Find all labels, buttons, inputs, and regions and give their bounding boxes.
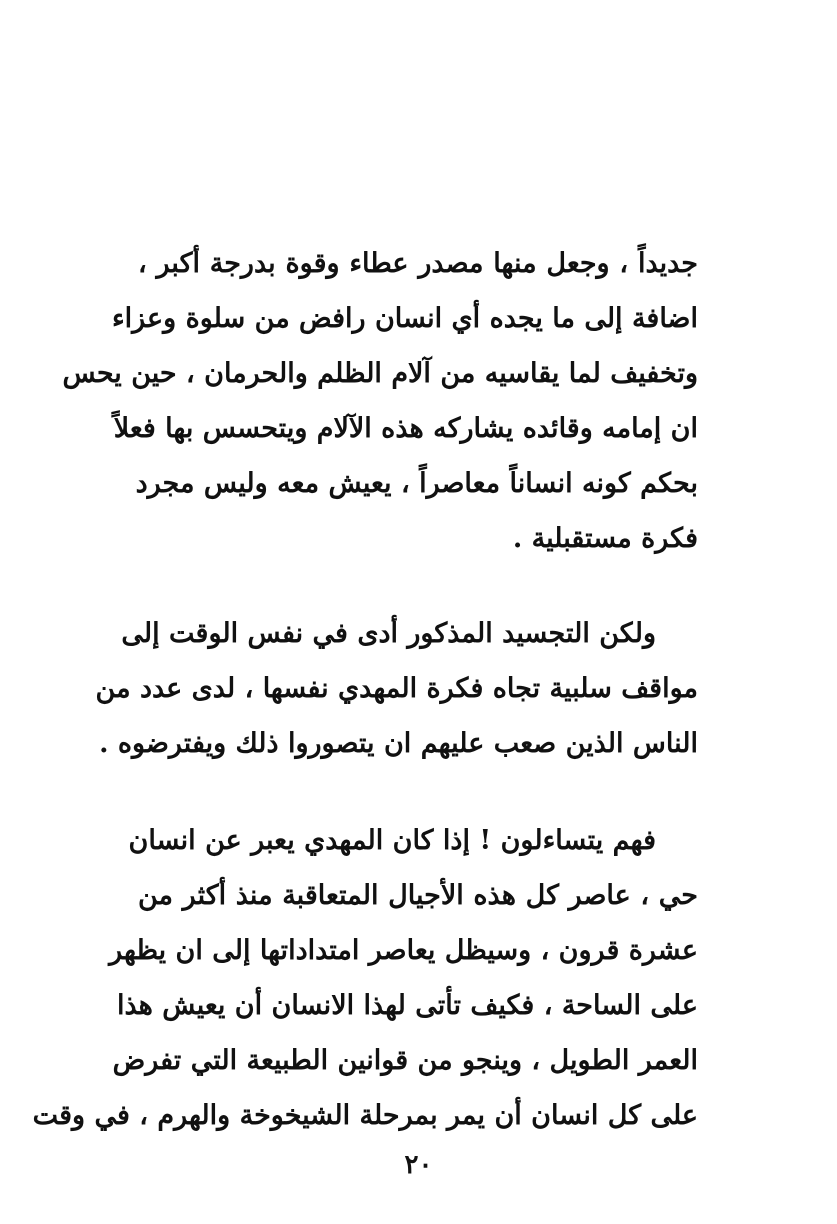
text-line: العمر الطويل ، وينجو من قوانين الطبيعة التي تفرض xyxy=(112,1045,698,1076)
text-line: حي ، عاصر كل هذه الأجيال المتعاقبة منذ أكثر من xyxy=(138,880,698,911)
text-line: جديداً ، وجعل منها مصدر عطاء وقوة بدرجة أكبر ، xyxy=(138,248,698,279)
page-number: ٢٠ xyxy=(404,1150,433,1180)
text-line: وتخفيف لما يقاسيه من آلام الظلم والحرمان ، حين يحس xyxy=(62,358,698,389)
text-line: اضافة إلى ما يجده أي انسان رافض من سلوة وعزاء xyxy=(111,303,698,334)
text-line: ان إمامه وقائده يشاركه هذه الآلام ويتحسس بها فعلاً xyxy=(113,413,698,444)
text-line: ولكن التجسيد المذكور أدى في نفس الوقت إلى xyxy=(121,618,656,649)
paragraph-2 xyxy=(95,606,698,771)
text-line: الناس الذين صعب عليهم ان يتصوروا ذلك ويفترضوه . xyxy=(99,728,698,759)
text-line: بحكم كونه انساناً معاصراً ، يعيش معه وليس مجرد xyxy=(135,468,698,499)
text-line: على كل انسان أن يمر بمرحلة الشيخوخة والهرم ، في وقت xyxy=(32,1100,698,1131)
paragraph-3 xyxy=(32,813,698,1143)
text-line: فكرة مستقبلية . xyxy=(512,523,698,554)
text-line: فهم يتساءلون ! إذا كان المهدي يعبر عن انسان xyxy=(128,825,656,856)
text-line: على الساحة ، فكيف تأتى لهذا الانسان أن يعيش هذا xyxy=(116,990,698,1021)
text-line: مواقف سلبية تجاه فكرة المهدي نفسها ، لدى عدد من xyxy=(95,673,698,704)
text-line: عشرة قرون ، وسيظل يعاصر امتداداتها إلى ان يظهر xyxy=(109,935,698,966)
paragraph-1 xyxy=(62,236,698,566)
